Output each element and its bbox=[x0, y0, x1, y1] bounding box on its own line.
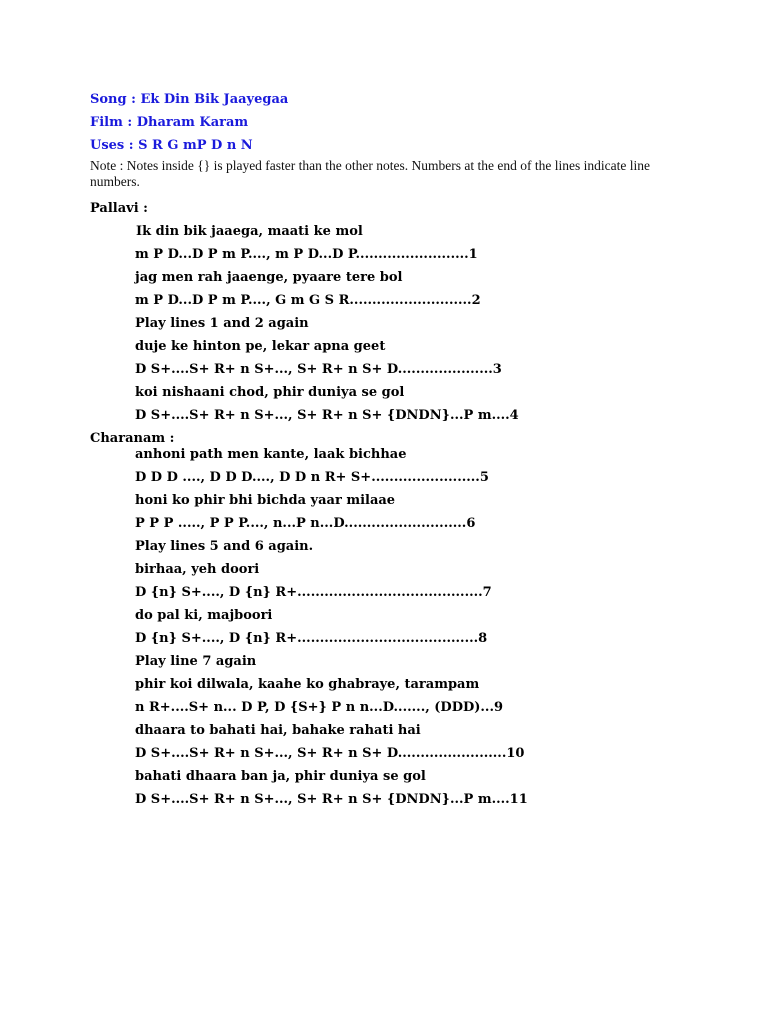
charanam-line: dhaara to bahati hai, bahake rahati hai bbox=[135, 723, 421, 738]
pallavi-line: Play lines 1 and 2 again bbox=[135, 316, 309, 331]
charanam-line: D {n} S+...., D {n} R+.........................................7 bbox=[135, 585, 492, 600]
charanam-line: D D D ...., D D D...., D D n R+ S+........................5 bbox=[135, 470, 489, 485]
charanam-line: D S+....S+ R+ n S+..., S+ R+ n S+ {DNDN}...P m....11 bbox=[135, 792, 528, 807]
charanam-heading: Charanam : bbox=[90, 431, 175, 446]
charanam-line: phir koi dilwala, kaahe ko ghabraye, tarampam bbox=[135, 677, 480, 692]
pallavi-heading: Pallavi : bbox=[90, 201, 148, 216]
pallavi-line: D S+....S+ R+ n S+..., S+ R+ n S+ {DNDN}...P m....4 bbox=[135, 408, 519, 423]
charanam-line: honi ko phir bhi bichda yaar milaae bbox=[135, 493, 396, 508]
note-paragraph: Note : Notes inside {} is played faster than the other notes. Numbers at the end of the lines indicate line numbers. bbox=[90, 158, 650, 189]
charanam-line: bahati dhaara ban ja, phir duniya se gol bbox=[135, 769, 426, 784]
pallavi-line: m P D...D P m P...., G m G S R...........................2 bbox=[135, 293, 481, 308]
charanam-line: D {n} S+...., D {n} R+........................................8 bbox=[135, 631, 488, 646]
pallavi-line: D S+....S+ R+ n S+..., S+ R+ n S+ D.....................3 bbox=[135, 362, 502, 377]
pallavi-line: duje ke hinton pe, lekar apna geet bbox=[135, 339, 386, 354]
song-title: Song : Ek Din Bik Jaayegaa bbox=[90, 92, 289, 107]
uses-notes: Uses : S R G mP D n N bbox=[90, 138, 253, 153]
film-title: Film : Dharam Karam bbox=[90, 115, 249, 130]
charanam-line: P P P ....., P P P...., n...P n...D...........................6 bbox=[135, 516, 476, 531]
charanam-line: anhoni path men kante, laak bichhae bbox=[135, 447, 407, 462]
pallavi-line: m P D...D P m P...., m P D...D P.........................1 bbox=[135, 247, 478, 262]
pallavi-line: koi nishaani chod, phir duniya se gol bbox=[135, 385, 405, 400]
charanam-line: do pal ki, majboori bbox=[135, 608, 273, 623]
charanam-line: Play lines 5 and 6 again. bbox=[135, 539, 314, 554]
pallavi-line: jag men rah jaaenge, pyaare tere bol bbox=[135, 270, 403, 285]
charanam-line: n R+....S+ n... D P, D {S+} P n n...D......., (DDD)...9 bbox=[135, 700, 504, 715]
charanam-line: birhaa, yeh doori bbox=[135, 562, 260, 577]
charanam-line: Play line 7 again bbox=[135, 654, 257, 669]
charanam-line: D S+....S+ R+ n S+..., S+ R+ n S+ D........................10 bbox=[135, 746, 525, 761]
pallavi-line: Ik din bik jaaega, maati ke mol bbox=[136, 224, 363, 239]
